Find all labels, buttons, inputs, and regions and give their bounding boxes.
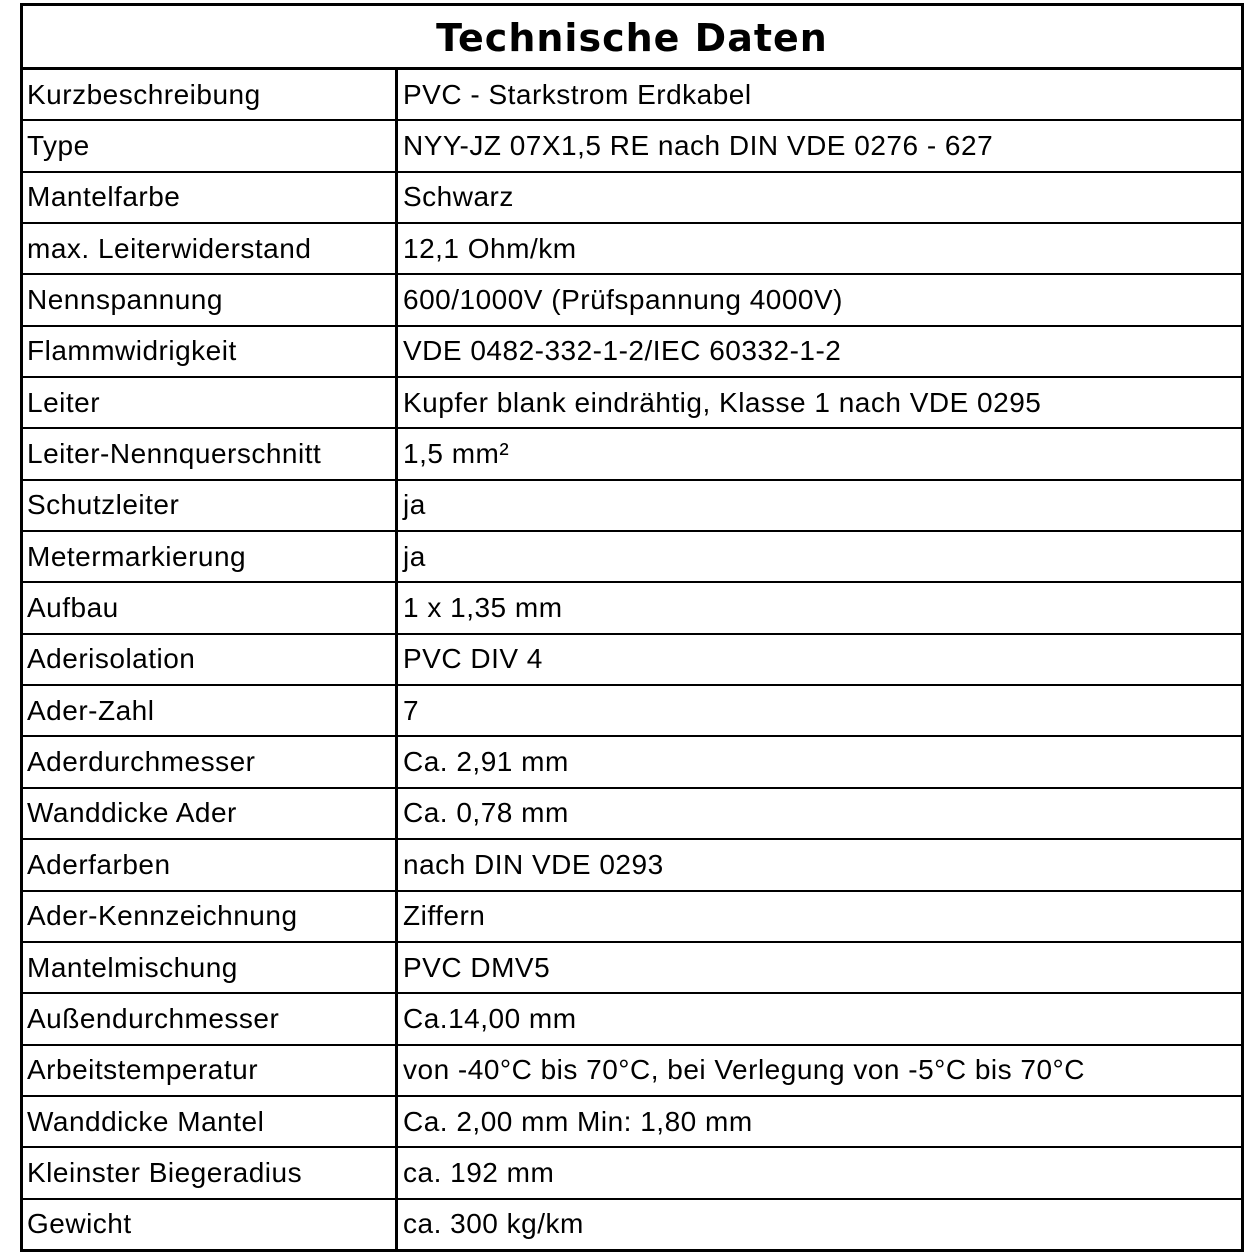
row-value: von -40°C bis 70°C, bei Verlegung von -5°C bis 70°C <box>403 1054 1085 1086</box>
table-row <box>23 789 1241 840</box>
table-row <box>23 224 1241 275</box>
row-label: Aderisolation <box>23 635 398 684</box>
table-row <box>23 635 1241 686</box>
row-label: Schutzleiter <box>23 481 398 530</box>
row-label: Ader-Zahl <box>23 686 398 735</box>
row-value: ca. 300 kg/km <box>403 1208 584 1240</box>
table-row <box>23 173 1241 224</box>
row-value: ja <box>403 489 426 521</box>
row-label: Mantelmischung <box>23 943 398 992</box>
table-body <box>23 70 1241 1249</box>
row-value: ja <box>403 540 426 572</box>
row-label: Wanddicke Mantel <box>23 1097 398 1146</box>
row-label: Wanddicke Ader <box>23 789 398 838</box>
row-value: Ziffern <box>403 900 486 932</box>
row-value: PVC DMV5 <box>403 951 551 983</box>
row-value: 12,1 Ohm/km <box>403 232 577 264</box>
row-label: Leiter-Nennquerschnitt <box>23 429 398 478</box>
table-title: Technische Daten <box>436 15 828 60</box>
row-label: Flammwidrigkeit <box>23 327 398 376</box>
row-value: nach DIN VDE 0293 <box>403 848 664 880</box>
row-value: Ca. 2,00 mm Min: 1,80 mm <box>403 1105 753 1137</box>
table-row <box>23 892 1241 943</box>
row-label: Aufbau <box>23 583 398 632</box>
row-label: Ader-Kennzeichnung <box>23 892 398 941</box>
table-title-row <box>23 6 1241 70</box>
row-value: Kupfer blank eindrähtig, Klasse 1 nach VDE 0295 <box>403 386 1042 418</box>
table-row <box>23 1148 1241 1199</box>
row-value: 1,5 mm² <box>403 438 510 470</box>
row-label: Gewicht <box>23 1200 398 1249</box>
row-value: Ca. 0,78 mm <box>403 797 569 829</box>
row-value: PVC - Starkstrom Erdkabel <box>403 78 752 110</box>
row-value: 7 <box>403 694 420 726</box>
table-row <box>23 378 1241 429</box>
row-label: Mantelfarbe <box>23 173 398 222</box>
table-row <box>23 1200 1241 1249</box>
table-row <box>23 121 1241 172</box>
table-row <box>23 327 1241 378</box>
row-label: Außendurchmesser <box>23 994 398 1043</box>
table-row <box>23 481 1241 532</box>
table-row <box>23 994 1241 1045</box>
row-label: max. Leiterwiderstand <box>23 224 398 273</box>
table-row <box>23 70 1241 121</box>
row-value: Ca. 2,91 mm <box>403 746 569 778</box>
row-label: Kleinster Biegeradius <box>23 1148 398 1197</box>
row-label: Arbeitstemperatur <box>23 1046 398 1095</box>
table-row <box>23 532 1241 583</box>
row-value: 600/1000V (Prüfspannung 4000V) <box>403 284 843 316</box>
row-label: Nennspannung <box>23 275 398 324</box>
row-value: NYY-JZ 07X1,5 RE nach DIN VDE 0276 - 627 <box>403 130 994 162</box>
table-row <box>23 686 1241 737</box>
row-label: Aderdurchmesser <box>23 737 398 786</box>
row-label: Leiter <box>23 378 398 427</box>
table-row <box>23 840 1241 891</box>
row-label: Kurzbeschreibung <box>23 70 398 119</box>
row-label: Aderfarben <box>23 840 398 889</box>
table-row <box>23 943 1241 994</box>
table-row <box>23 583 1241 634</box>
table-row <box>23 275 1241 326</box>
row-label: Type <box>23 121 398 170</box>
row-value: ca. 192 mm <box>403 1156 555 1188</box>
table-row <box>23 429 1241 480</box>
row-value: Schwarz <box>403 181 514 213</box>
row-value: Ca.14,00 mm <box>403 1002 577 1034</box>
technical-data-table <box>20 3 1244 1252</box>
row-value: VDE 0482-332-1-2/IEC 60332-1-2 <box>403 335 842 367</box>
table-row <box>23 1046 1241 1097</box>
row-value: PVC DIV 4 <box>403 643 543 675</box>
table-row <box>23 737 1241 788</box>
row-label: Metermarkierung <box>23 532 398 581</box>
table-row <box>23 1097 1241 1148</box>
row-value: 1 x 1,35 mm <box>403 592 563 624</box>
